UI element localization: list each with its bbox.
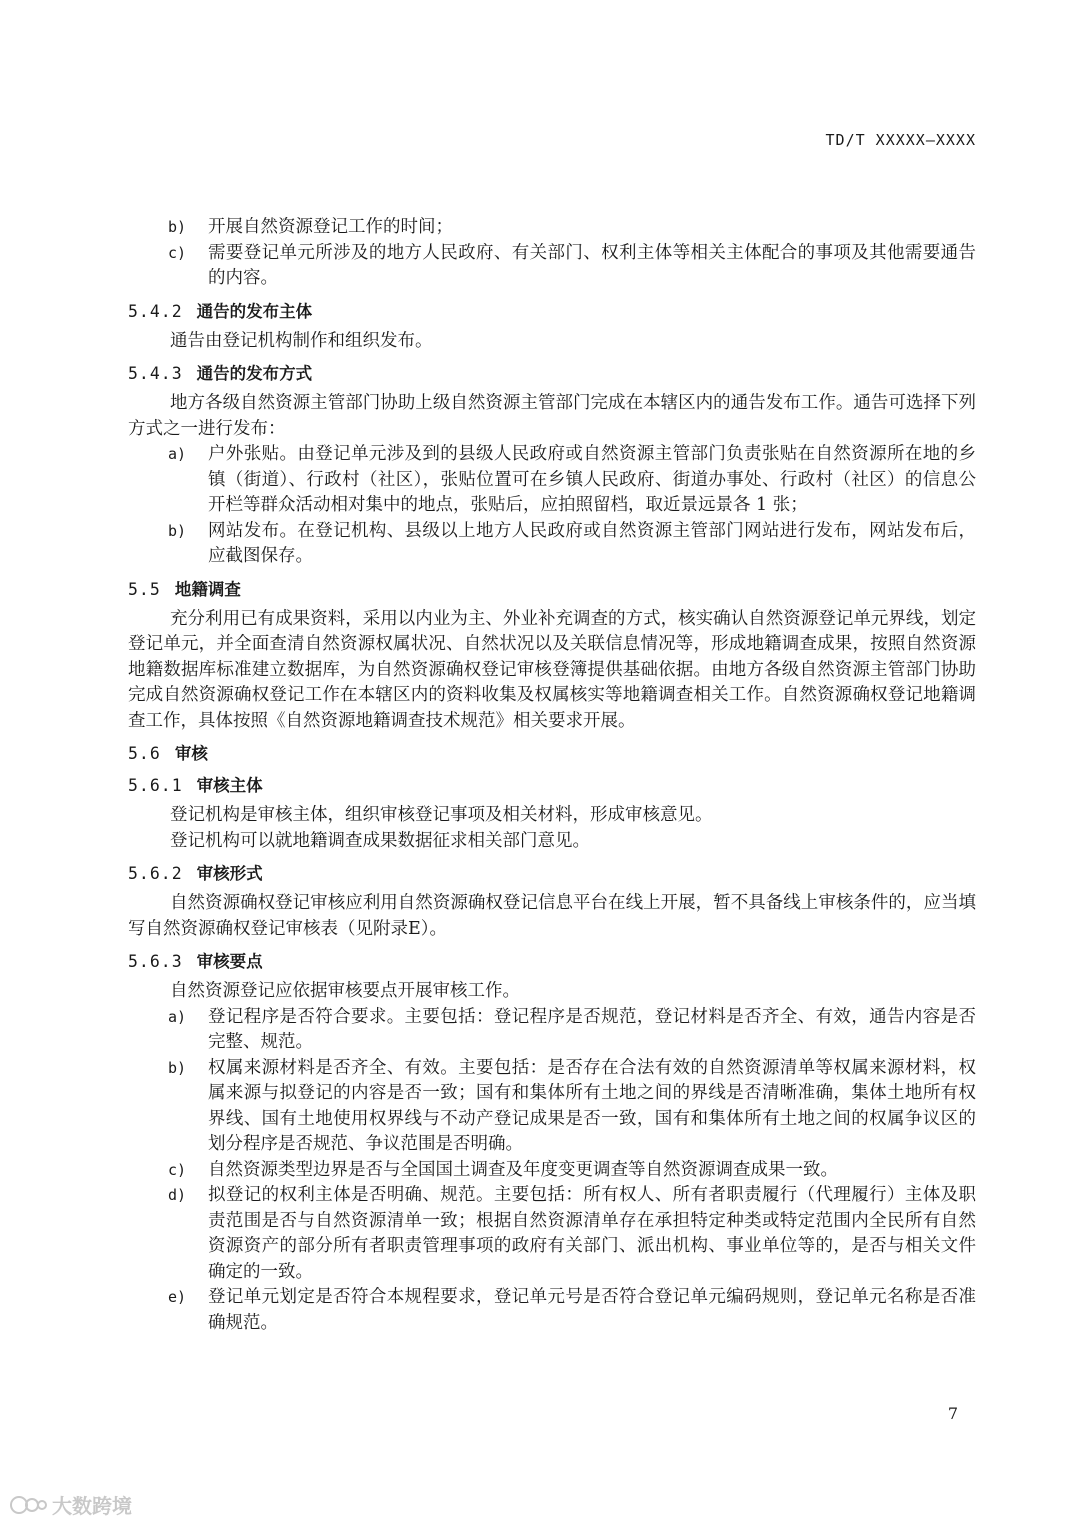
watermark-logo-icon <box>8 1494 48 1516</box>
document-body <box>128 215 976 1336</box>
list-marker: a) <box>168 445 187 463</box>
paragraph: 地方各级自然资源主管部门协助上级自然资源主管部门完成在本辖区内的通告发布工作。通告可选择下列方式之一进行发布： <box>128 393 976 439</box>
list-text: 开展自然资源登记工作的时间； <box>208 217 453 237</box>
list-marker: d) <box>168 1186 187 1204</box>
list-item <box>128 442 976 519</box>
list-text: 权属来源材料是否齐全、有效。主要包括：是否存在合法有效的自然资源清单等权属来源材料，权属来源与拟登记的内容是否一致；国有和集体所有土地之间的界线是否清晰准确，集体土地所有权界线、国有土地使用权界线与不动产登记成果是否一致，国有和集体所有土地之间的权属争议区的划分程序是否规范、争议范围是否明确。 <box>208 1057 976 1154</box>
list-text: 登记单元划定是否符合本规程要求，登记单元号是否符合登记单元编码规则，登记单元名称是否准确规范。 <box>208 1287 976 1333</box>
list-item <box>128 519 976 570</box>
watermark <box>8 1490 132 1519</box>
list-item <box>128 1285 976 1336</box>
list-marker: c) <box>168 1160 187 1179</box>
paragraph: 自然资源登记应依据审核要点开展审核工作。 <box>170 981 520 1001</box>
section-heading-5-6-3: 5.6.3 审核要点 <box>128 952 263 971</box>
list-text: 自然资源类型边界是否与全国国土调查及年度变更调查等自然资源调查成果一致。 <box>208 1159 838 1180</box>
document-code: TD/T XXXXX—XXXX <box>825 131 976 149</box>
list-item <box>128 1158 976 1184</box>
section-heading-5-5: 5.5 地籍调查 <box>128 579 241 599</box>
list-item <box>128 1056 976 1158</box>
list-item <box>128 1183 976 1285</box>
section-heading-5-4-3: 5.4.3 通告的发布方式 <box>128 364 313 383</box>
list-text: 登记程序是否符合要求。主要包括：登记程序是否规范，登记材料是否齐全、有效，通告内容是否完整、规范。 <box>208 1006 976 1052</box>
page-number: 7 <box>947 1404 958 1423</box>
list-text: 网站发布。在登记机构、县级以上地方人民政府或自然资源主管部门网站进行发布，网站发布后，应截图保存。 <box>208 520 976 566</box>
paragraph: 自然资源确权登记审核应利用自然资源确权登记信息平台在线上开展，暂不具备线上审核条件的，应当填写自然资源确权登记审核表（见附录E）。 <box>128 893 976 939</box>
section-heading-5-6: 5.6 审核 <box>128 744 208 763</box>
section-heading-5-6-1: 5.6.1 审核主体 <box>128 776 263 795</box>
paragraph: 充分利用已有成果资料，采用以内业为主、外业补充调查的方式，核实确认自然资源登记单元界线，划定登记单元，并全面查清自然资源权属状况、自然状况以及关联信息情况等，形成地籍调查成果，按照自然资源地籍数据库标准建立数据库，为自然资源确权登记审核登簿提供基础依据。由地方各级自然资源主管部门协助完成自然资源确权登记工作在本辖区内的资料收集及权属核实等地籍调查相关工作。自然资源确权登记地籍调查工作，具体按照《自然资源地籍调查技术规范》相关要求开展。 <box>128 608 976 731</box>
watermark-text: 大数跨境 <box>52 1494 132 1518</box>
list-text: 拟登记的权利主体是否明确、规范。主要包括：所有权人、所有者职责履行（代理履行）主体及职责范围是否与自然资源清单一致；根据自然资源清单存在承担特定种类或特定范围内全民所有自然资源资产的部分所有者职责管理事项的政府有关部门、派出机构、事业单位等的，是否与相关文件确定的一致。 <box>208 1185 976 1282</box>
list-marker: c) <box>168 243 187 262</box>
paragraph: 登记机构是审核主体，组织审核登记事项及相关材料，形成审核意见。 <box>170 805 713 825</box>
list-text: 户外张贴。由登记单元涉及到的县级人民政府或自然资源主管部门负责张贴在自然资源所在地的乡镇（街道）、行政村（社区），张贴位置可在乡镇人民政府、街道办事处、行政村（社区）的信息公开栏等群众活动相对集中的地点，张贴后，应拍照留档，取近景远景各 1 张； <box>208 444 976 515</box>
list-marker: b) <box>168 218 187 236</box>
list-item <box>128 1005 976 1056</box>
list-text: 需要登记单元所涉及的地方人民政府、有关部门、权利主体等相关主体配合的事项及其他需要通告的内容。 <box>208 242 976 288</box>
section-heading-5-4-2: 5.4.2 通告的发布主体 <box>128 301 313 321</box>
section-heading-5-6-2: 5.6.2 审核形式 <box>128 864 263 883</box>
list-item <box>128 215 976 241</box>
list-marker: b) <box>168 521 187 540</box>
paragraph: 通告由登记机构制作和组织发布。 <box>170 330 433 351</box>
list-item <box>128 241 976 292</box>
paragraph: 登记机构可以就地籍调查成果数据征求相关部门意见。 <box>170 830 590 851</box>
list-marker: e) <box>168 1288 187 1306</box>
list-marker: a) <box>168 1007 187 1026</box>
list-marker: b) <box>168 1058 187 1077</box>
